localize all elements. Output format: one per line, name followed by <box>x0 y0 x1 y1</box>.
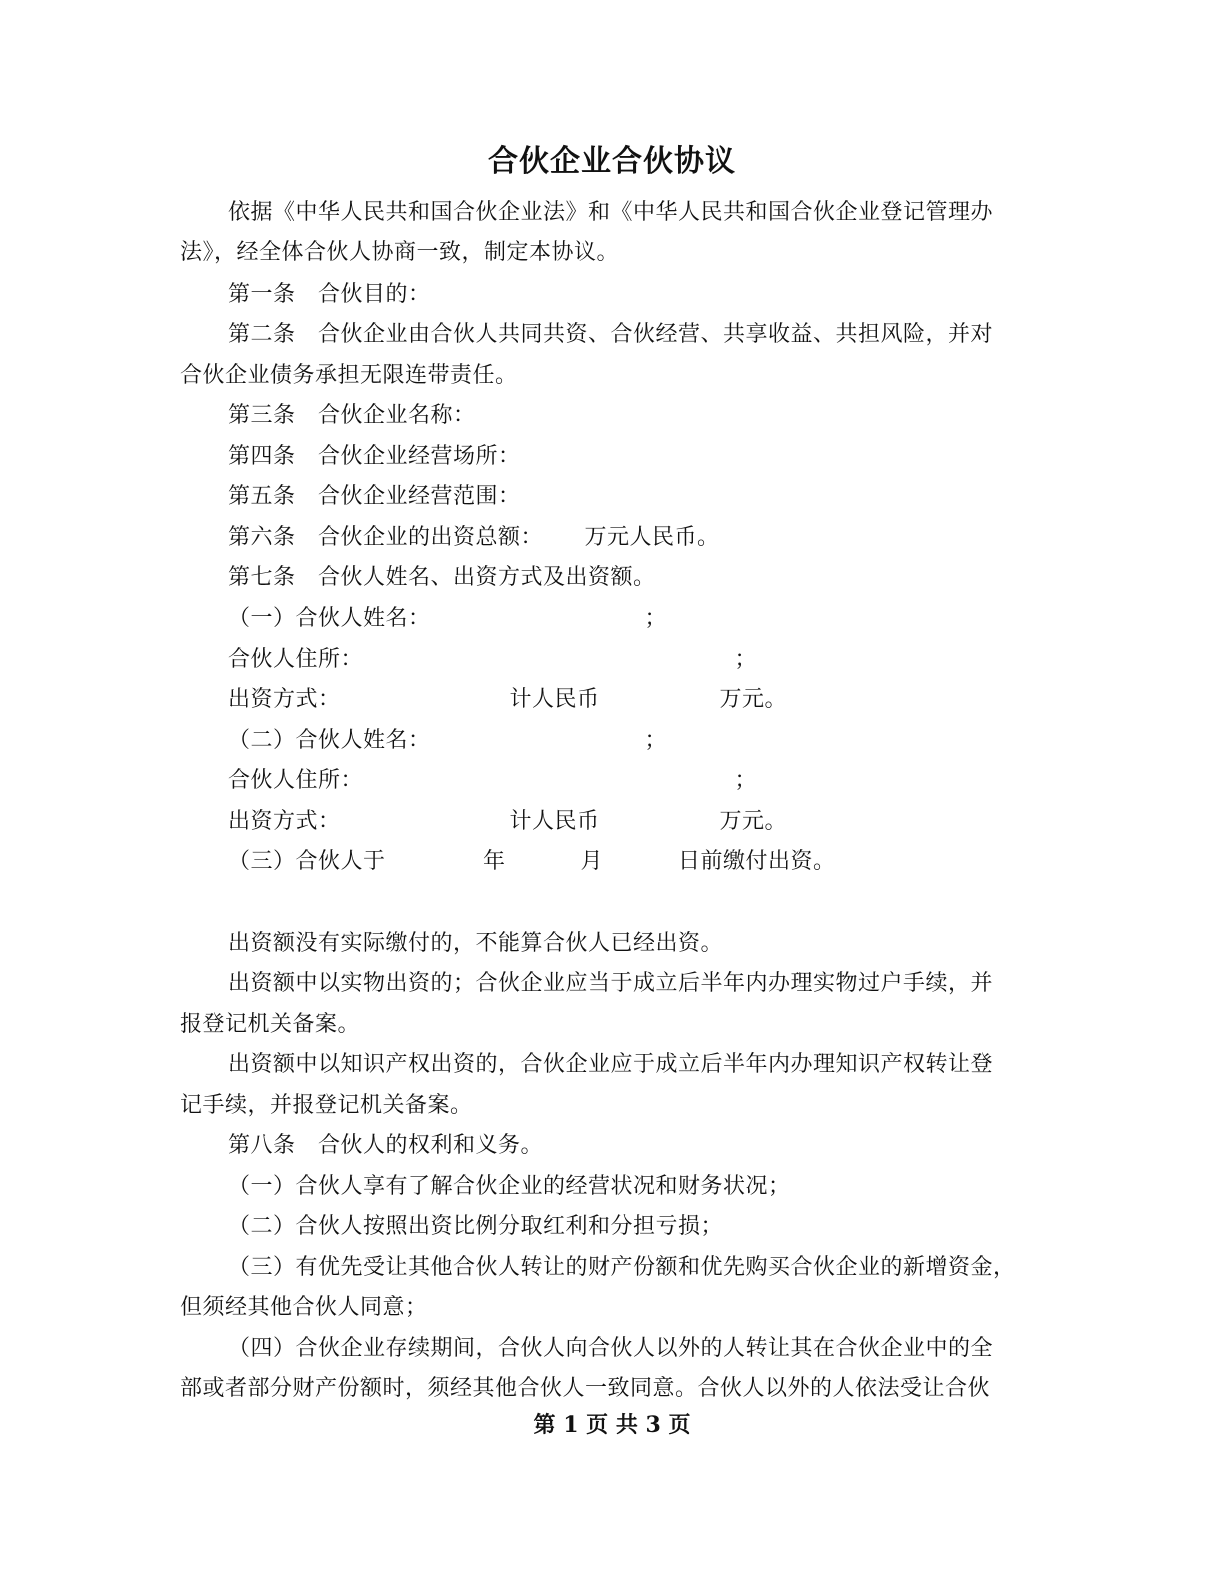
contribution-note-1: 出资额没有实际缴付的，不能算合伙人已经出资。 <box>228 931 724 956</box>
right-3-line-2: 但须经其他合伙人同意； <box>180 1295 428 1320</box>
contribution-note-2-line-2: 报登记机关备案。 <box>180 1012 361 1037</box>
article-2-line-2: 合伙企业债务承担无限连带责任。 <box>180 363 518 388</box>
right-1: （一）合伙人享有了解合伙企业的经营状况和财务状况； <box>228 1174 791 1199</box>
article-6: 第六条 合伙企业的出资总额： 万元人民币。 <box>228 525 720 550</box>
right-4-line-1: （四）合伙企业存续期间，合伙人向合伙人以外的人转让其在合伙企业中的全 <box>228 1336 994 1361</box>
contribution-note-2-line-1: 出资额中以实物出资的；合伙企业应当于成立后半年内办理实物过户手续，并 <box>228 971 994 996</box>
partner-1-name: （一）合伙人姓名： ； <box>228 606 668 631</box>
document-title: 合伙企业合伙协议 <box>488 144 736 179</box>
partner-1-contribution: 出资方式： 计人民币 万元。 <box>228 687 787 712</box>
page-footer: 第 1 页 共 3 页 <box>533 1412 691 1438</box>
right-3-line-1: （三）有优先受让其他合伙人转让的财产份额和优先购买合伙企业的新增资金， <box>228 1255 1016 1280</box>
contribution-note-3-line-1: 出资额中以知识产权出资的，合伙企业应于成立后半年内办理知识产权转让登 <box>228 1052 994 1077</box>
partner-2-contribution: 出资方式： 计人民币 万元。 <box>228 809 787 834</box>
partner-2-address: 合伙人住所： ； <box>228 768 758 793</box>
payment-deadline: （三）合伙人于 年 月 日前缴付出资。 <box>228 849 836 874</box>
article-5: 第五条 合伙企业经营范围： <box>228 484 521 509</box>
article-3: 第三条 合伙企业名称： <box>228 403 476 428</box>
preamble-line-1: 依据《中华人民共和国合伙企业法》和《中华人民共和国合伙企业登记管理办 <box>228 200 994 225</box>
article-8: 第八条 合伙人的权利和义务。 <box>228 1133 544 1158</box>
right-2: （二）合伙人按照出资比例分取红利和分担亏损； <box>228 1214 724 1239</box>
partner-2-name: （二）合伙人姓名： ； <box>228 728 668 753</box>
article-2-line-1: 第二条 合伙企业由合伙人共同共资、合伙经营、共享收益、共担风险，并对 <box>228 322 994 347</box>
article-1: 第一条 合伙目的： <box>228 282 431 307</box>
article-4: 第四条 合伙企业经营场所： <box>228 444 521 469</box>
article-7: 第七条 合伙人姓名、出资方式及出资额。 <box>228 565 656 590</box>
partner-1-address: 合伙人住所： ； <box>228 647 758 672</box>
right-4-line-2: 部或者部分财产份额时，须经其他合伙人一致同意。合伙人以外的人依法受让合伙 <box>180 1376 991 1401</box>
contribution-note-3-line-2: 记手续，并报登记机关备案。 <box>180 1093 473 1118</box>
preamble-line-2: 法》，经全体合伙人协商一致，制定本协议。 <box>180 240 620 265</box>
